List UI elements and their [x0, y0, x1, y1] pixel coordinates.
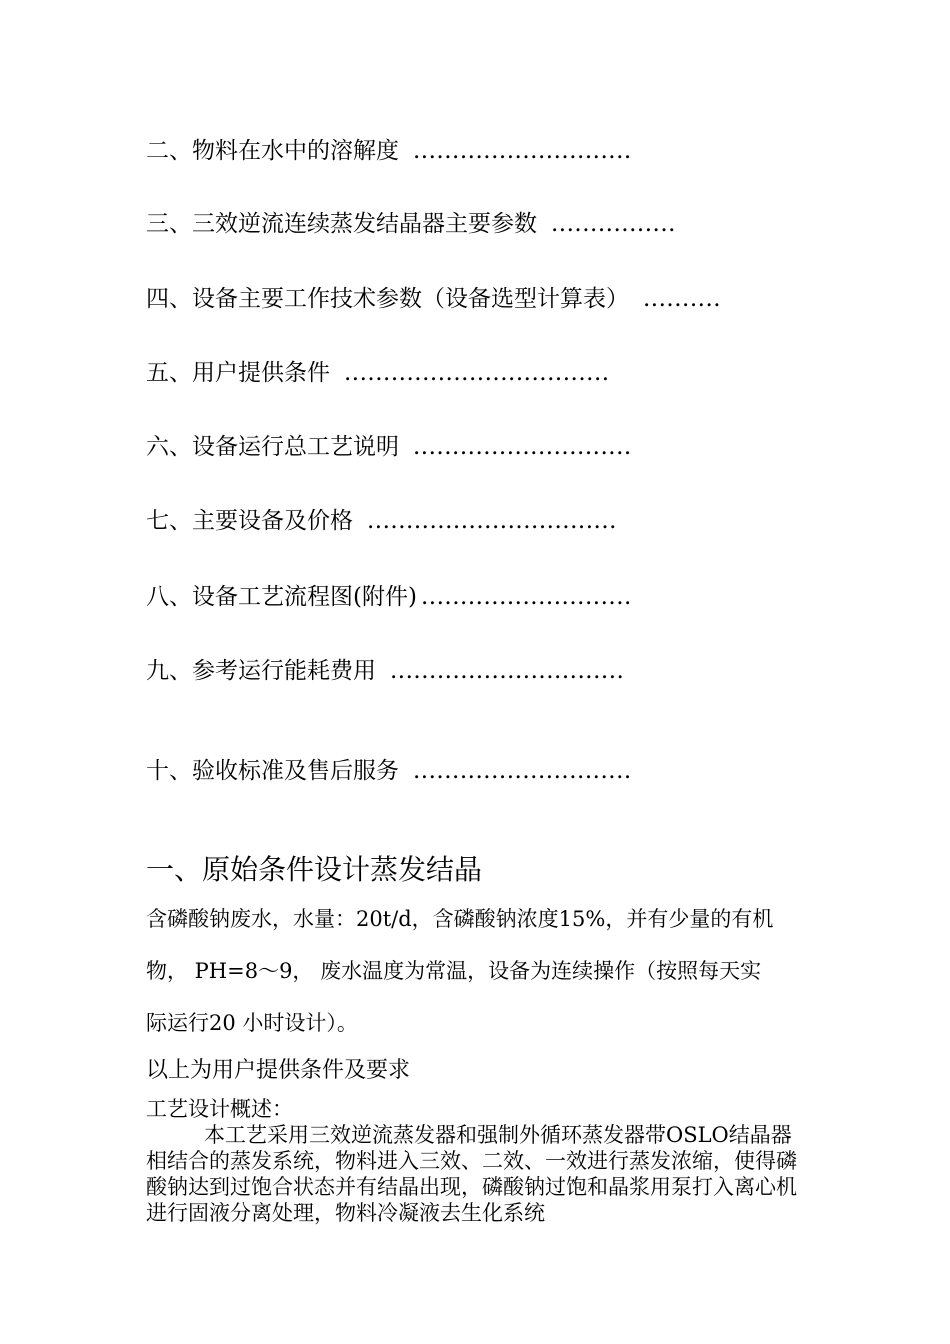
toc-item-label: 三、三效逆流连续蒸发结晶器主要参数 [146, 211, 537, 237]
toc-leader-dots: ................ [551, 211, 676, 237]
conditions-line-3: 际运行20 小时设计）。 [146, 1011, 358, 1035]
toc-item-label: 五、用户提供条件 [146, 360, 330, 386]
toc-leader-dots: ............................ [413, 138, 632, 164]
toc-leader-dots: ........................... [420, 584, 632, 610]
section-title: 一、原始条件设计蒸发结晶 [146, 853, 483, 886]
overview-paragraph [146, 1122, 810, 1226]
toc-item-label: 六、设备运行总工艺说明 [146, 434, 399, 460]
toc-item-10 [146, 756, 632, 786]
toc-item-7 [146, 506, 617, 536]
toc-item-2 [146, 136, 632, 166]
toc-item-label: 四、设备主要工作技术参数（设备选型计算表） [146, 286, 629, 312]
toc-item-5 [146, 358, 610, 388]
overview-label: 工艺设计概述： [146, 1097, 293, 1121]
toc-item-label: 二、物料在水中的溶解度 [146, 138, 399, 164]
toc-item-label: 七、主要设备及价格 [146, 508, 353, 534]
toc-item-4 [146, 284, 721, 314]
requirements-heading: 以上为用户提供条件及要求 [146, 1058, 411, 1083]
toc-leader-dots: .......... [643, 286, 722, 312]
toc-leader-dots: .................................. [344, 360, 610, 386]
toc-item-9 [146, 656, 624, 686]
conditions-line-1: 含磷酸钠废水，水量：20t/d，含磷酸钠浓度15%，并有少量的有机 [146, 907, 774, 931]
toc-leader-dots: .............................. [390, 658, 625, 684]
toc-item-3 [146, 209, 676, 239]
toc-item-label: 九、参考运行能耗费用 [146, 658, 376, 684]
overview-text: 本工艺采用三效逆流蒸发器和强制外循环蒸发器带OSLO结晶器相结合的蒸发系统，物料进入三效、二效、一效进行蒸发浓缩，使得磷酸钠达到过饱合状态并有结晶出现，磷酸钠过饱和晶浆用泵打入离心机进行固液分离处理，物料冷凝液去生化系统 [146, 1123, 797, 1225]
toc-item-label: 八、设备工艺流程图(附件) [146, 584, 417, 610]
toc-item-6 [146, 432, 632, 462]
toc-item-8 [146, 582, 632, 612]
toc-leader-dots: ............................ [413, 758, 632, 784]
conditions-line-2: 物， PH=8～9， 废水温度为常温，设备为连续操作（按照每天实 [146, 959, 762, 983]
toc-leader-dots: ............................ [413, 434, 632, 460]
toc-item-label: 十、验收标准及售后服务 [146, 758, 399, 784]
toc-leader-dots: ................................ [367, 508, 617, 534]
